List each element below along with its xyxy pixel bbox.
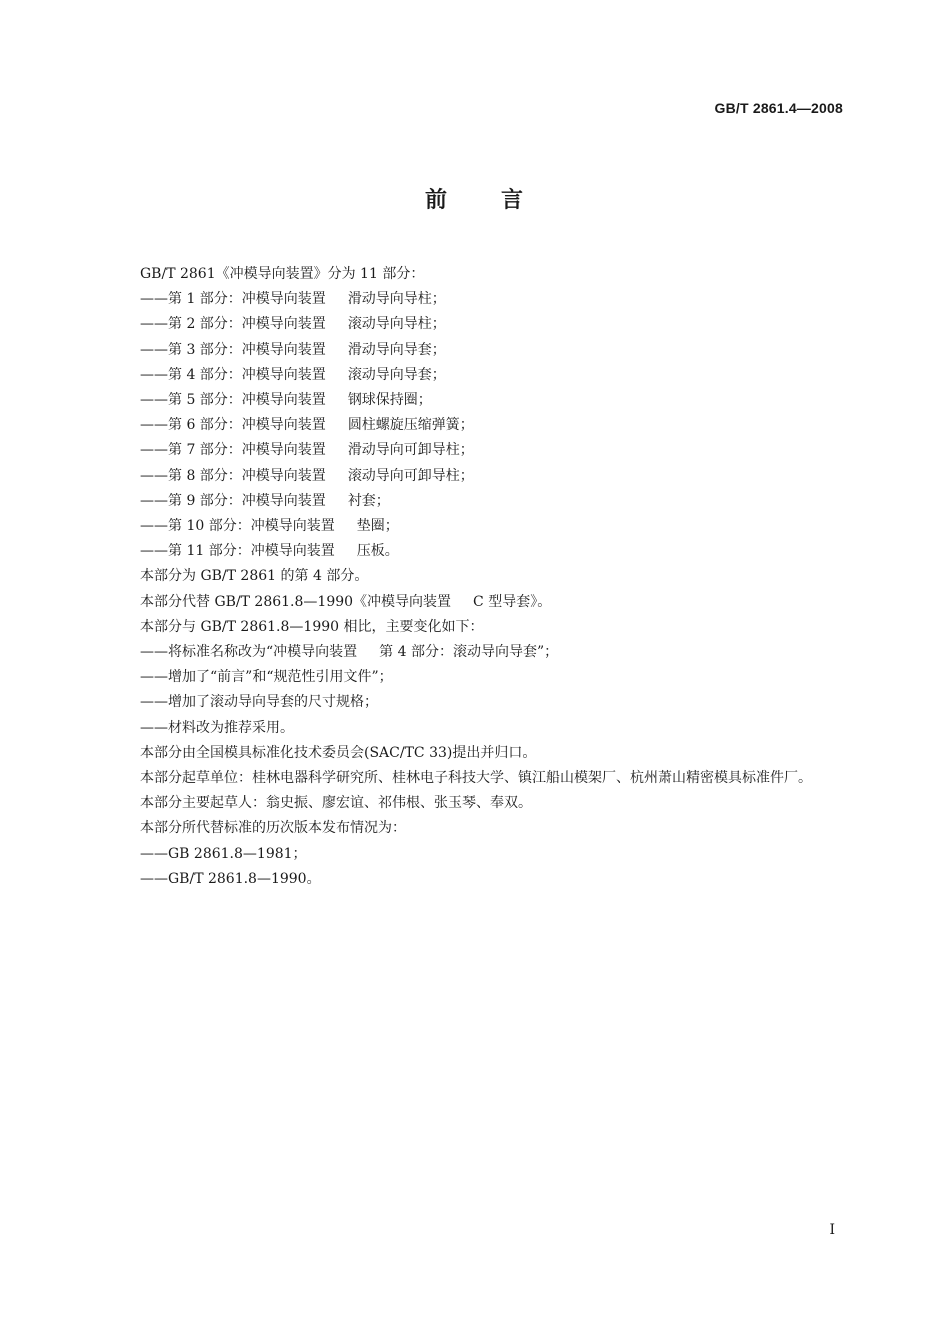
paragraph-changes-intro: 本部分与 GB/T 2861.8—1990 相比，主要变化如下： <box>140 618 484 635</box>
list-item-part-6: ——第 6 部分：冲模导向装置 圆柱螺旋压缩弹簧； <box>140 417 474 434</box>
list-item-history-1: ——GB 2861.8—1981； <box>140 845 307 862</box>
list-item-change-1: ——将标准名称改为“冲模导向装置 第 4 部分：滚动导向导套”； <box>140 644 559 661</box>
list-item-part-9: ——第 9 部分：冲模导向装置 衬套； <box>140 492 390 509</box>
list-item-part-2: ——第 2 部分：冲模导向装置 滚动导向导柱； <box>140 316 446 333</box>
list-item-change-2: ——增加了“前言”和“规范性引用文件”； <box>140 669 393 686</box>
page-title <box>0 183 950 214</box>
list-item-part-1: ——第 1 部分：冲模导向装置 滑动导向导柱； <box>140 291 446 308</box>
list-item-part-4: ——第 4 部分：冲模导向装置 滚动导向导套； <box>140 366 446 383</box>
list-item-part-11: ——第 11 部分：冲模导向装置 压板。 <box>140 543 399 560</box>
paragraph-parts-intro: GB/T 2861《冲模导向装置》分为 11 部分： <box>140 266 425 282</box>
title-char-2: 言 <box>501 188 526 213</box>
paragraph-drafting-units: 本部分起草单位：桂林电器科学研究所、桂林电子科技大学、镇江船山模架厂、杭州萧山精密模具标准件厂。 <box>140 770 812 787</box>
list-item-part-7: ——第 7 部分：冲模导向装置 滑动导向可卸导柱； <box>140 442 474 459</box>
paragraph-history-intro: 本部分所代替标准的历次版本发布情况为： <box>140 820 406 837</box>
list-item-part-8: ——第 8 部分：冲模导向装置 滚动导向可卸导柱； <box>140 467 474 484</box>
page-number: I <box>829 1222 835 1238</box>
list-item-part-5: ——第 5 部分：冲模导向装置 钢球保持圈； <box>140 392 432 409</box>
list-item-change-4: ——材料改为推荐采用。 <box>140 719 294 736</box>
list-item-part-3: ——第 3 部分：冲模导向装置 滑动导向导套； <box>140 341 446 358</box>
list-item-change-3: ——增加了滚动导向导套的尺寸规格； <box>140 694 378 711</box>
title-char-1: 前 <box>424 188 449 213</box>
document-number: GB/T 2861.4—2008 <box>714 100 843 116</box>
list-item-part-10: ——第 10 部分：冲模导向装置 垫圈； <box>140 518 399 535</box>
paragraph-replaces: 本部分代替 GB/T 2861.8—1990《冲模导向装置 C 型导套》。 <box>140 593 552 610</box>
list-item-history-2: ——GB/T 2861.8—1990。 <box>140 870 321 887</box>
paragraph-part-scope: 本部分为 GB/T 2861 的第 4 部分。 <box>140 568 369 585</box>
paragraph-drafters: 本部分主要起草人：翁史振、廖宏谊、祁伟根、张玉琴、奉双。 <box>140 795 532 812</box>
paragraph-proposer: 本部分由全国模具标准化技术委员会(SAC/TC 33)提出并归口。 <box>140 744 537 761</box>
foreword-body <box>108 262 844 892</box>
